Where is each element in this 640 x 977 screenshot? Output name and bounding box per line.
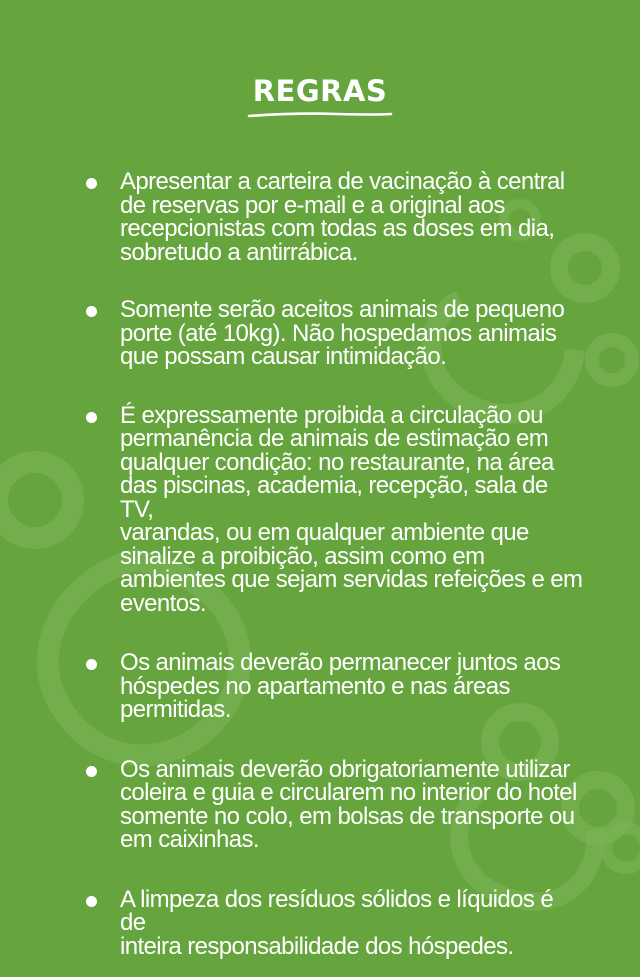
rules-list [84, 170, 584, 958]
bullet-icon [86, 659, 97, 670]
bullet-icon [86, 896, 97, 907]
rule-item [84, 651, 584, 722]
rule-item [84, 298, 584, 369]
rule-item [84, 170, 584, 264]
rule-item [84, 401, 584, 617]
rule-item [84, 755, 584, 853]
ring-decoration [592, 340, 632, 380]
bullet-icon [86, 306, 97, 317]
ring-decoration [0, 462, 73, 538]
rule-text: Os animais deverão permanecer juntos aos hóspedes no apartamento e nas áreas permitidas. [120, 649, 561, 723]
rule-text: Somente serão aceitos animais de pequeno porte (até 10kg). Não hospedamos animais que possam causar intimidação. [120, 296, 565, 370]
bullet-icon [86, 412, 97, 423]
ring-decoration [606, 828, 640, 868]
bullet-icon [86, 178, 97, 189]
title-underline [247, 111, 393, 119]
rule-text: A limpeza dos resíduos sólidos e líquidos é de inteira responsabilidade dos hóspedes. [120, 885, 554, 960]
rule-text: Os animais deverão obrigatoriamente utilizar coleira e guia e circularem no interior do hotel somente no colo, em bolsas de transporte ou em caixinhas. [120, 755, 577, 853]
rule-text: É expressamente proibida a circulação ou permanência de animais de estimação em qualquer condição: no restaurante, na área das piscinas, academia, recepção, sala de TV, varandas, ou em qualquer ambiente que sinalize a proibição, assim como em ambientes que sejam servidas refeições e em eventos. [120, 401, 583, 617]
title-block [0, 74, 640, 119]
rule-text: Apresentar a carteira de vacinação à central de reservas por e-mail e a original aos recepcionistas com todas as doses em dia, sobretudo a antirrábica. [120, 168, 565, 266]
page-title: REGRAS [252, 74, 388, 108]
rule-item [84, 885, 584, 960]
bullet-icon [86, 766, 97, 777]
